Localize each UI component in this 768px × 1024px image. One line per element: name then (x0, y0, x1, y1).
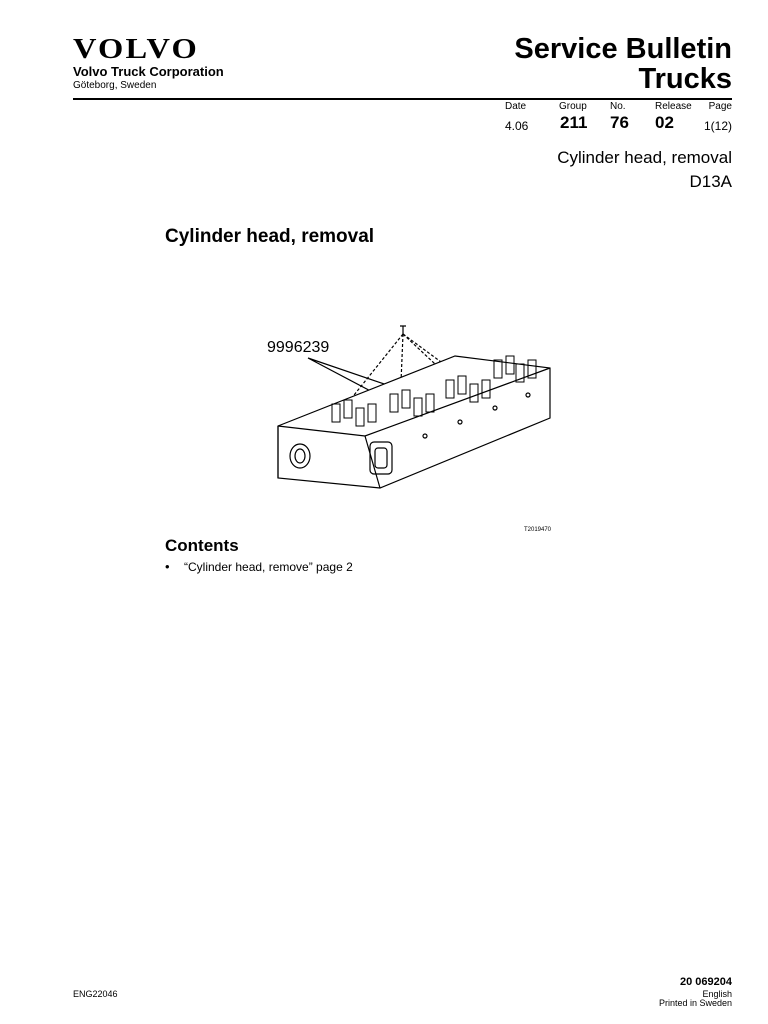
bulletin-category: Trucks (638, 63, 732, 95)
tool-number-callout: 9996239 (267, 339, 330, 356)
release-label: Release (655, 101, 692, 112)
date-value: 4.06 (505, 119, 529, 133)
document-subject: Cylinder head, removal (557, 148, 732, 167)
contents-item-link[interactable]: • “Cylinder head, remove” page 2 (165, 560, 353, 574)
volvo-logo: VOLVO (73, 33, 200, 65)
group-value: 211 (560, 113, 588, 132)
no-value: 76 (610, 113, 629, 132)
release-value: 02 (655, 113, 674, 132)
document-reference: ENG22046 (73, 989, 118, 999)
figure-id: T2019470 (524, 527, 552, 533)
page-value: 1(12) (703, 119, 732, 133)
bulletin-title: Service Bulletin (514, 33, 732, 65)
language-label: English (702, 989, 732, 999)
company-name: Volvo Truck Corporation (73, 64, 224, 79)
printed-in-label: Printed in Sweden (658, 998, 732, 1008)
engine-model: D13A (689, 172, 732, 191)
page-label: Page (708, 101, 732, 112)
contents-heading: Contents (165, 536, 239, 555)
page-heading: Cylinder head, removal (165, 226, 375, 247)
no-label: No. (610, 101, 626, 112)
company-location: Göteborg, Sweden (73, 80, 157, 91)
lifting-hook-icon (400, 326, 406, 334)
header-rule (73, 98, 732, 100)
group-label: Group (559, 101, 587, 112)
date-label: Date (505, 101, 527, 112)
contents-list (165, 560, 353, 574)
publication-number: 20 069204 (680, 976, 732, 988)
